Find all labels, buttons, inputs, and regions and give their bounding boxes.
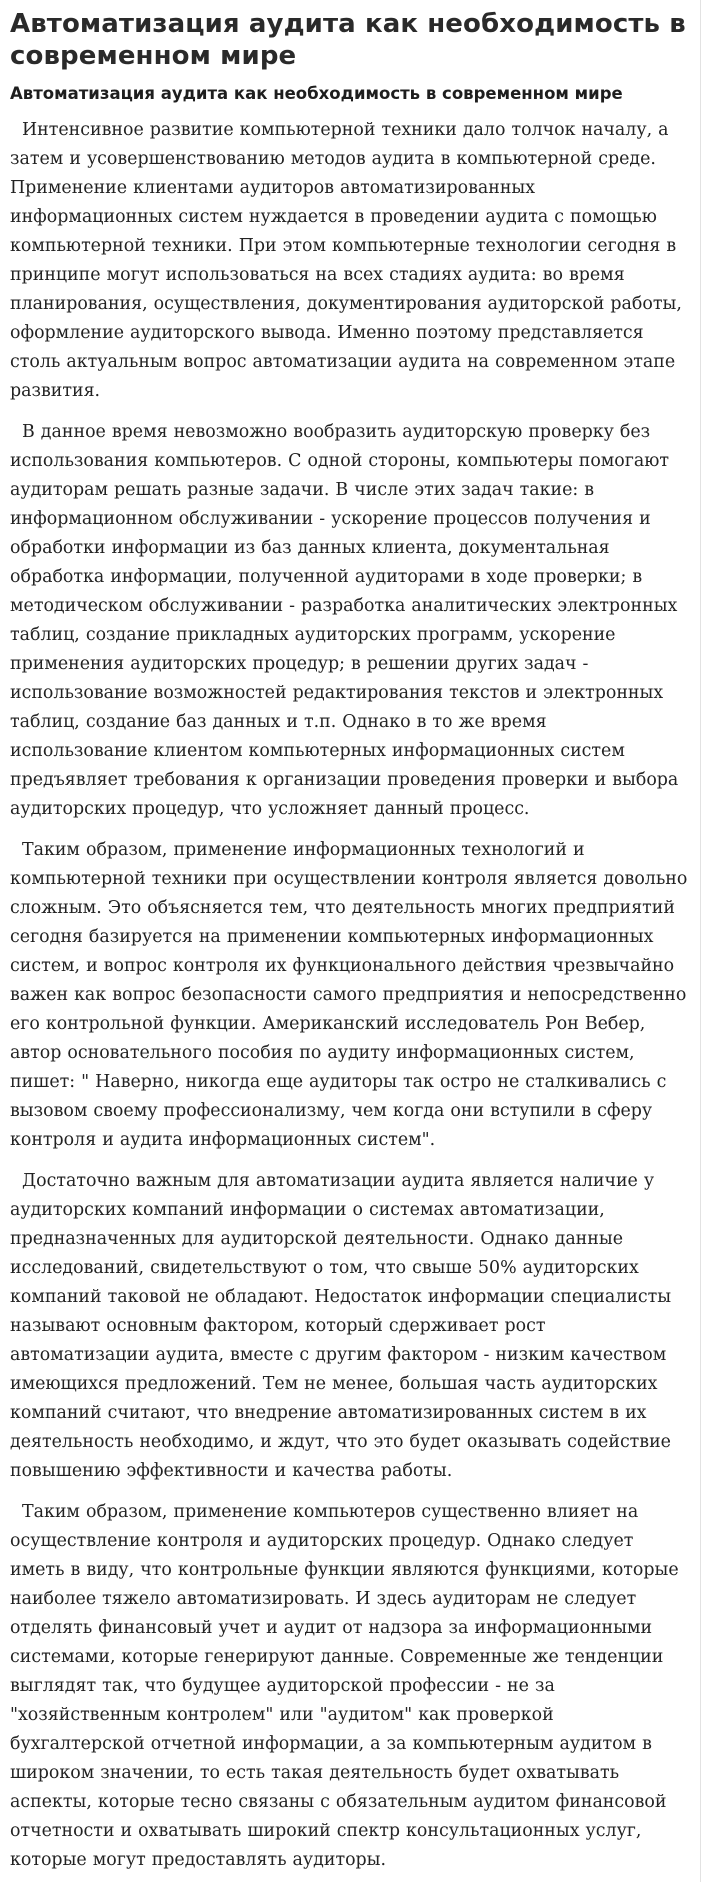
paragraph-5: Таким образом, применение компьютеров существенно влияет на осуществление контроля и аудиторских процедур. Однако следует иметь в виду, что контрольные функции являются функциями, которые наиболее тяжело автоматизировать. И здесь аудиторам не следует отделять финансовый учет и аудит от надзора за информационными системами, которые генерируют данные. Современные же тенденции выглядят так, что будущее аудиторской профессии - не за "хозяйственным контролем" или "аудитом" как проверкой бухгалтерской отчетной информации, а за компьютерным аудитом в широком значении, то есть такая деятельность будет охватывать аспекты, которые тесно связаны с обязательным аудитом финансовой отчетности и охватывать широкий спектр консультационных услуг, которые могут предоставлять аудиторы. — [10, 1502, 679, 1870]
paragraph-3: Таким образом, применение информационных технологий и компьютерной техники при осуществлении контроля является довольно сложным. Это объясняется тем, что деятельность многих предприятий сегодня базируется на применении компьютерных информационных систем, и вопрос контроля их функционального действия чрезвычайно важен как вопрос безопасности самого предприятия и непосредственно его контрольной функции. Американский исследователь Рон Вебер, автор основательного пособия по аудиту информационных систем, пишет: " Наверно, никогда еще аудиторы так остро не сталкивались с вызовом своему профессионализму, чем когда они вступили в сферу контроля и аудита информационных систем". — [10, 840, 688, 1150]
paragraph-2: В данное время невозможно вообразить аудиторскую проверку без использования компьютеров. С одной стороны, компьютеры помогают аудиторам решать разные задачи. В числе этих задач такие: в информационном обслуживании - ускорение процессов получения и обработки информации из баз данных клиента, документальная обработка информации, полученной аудиторами в ходе проверки; в методическом обслуживании - разработка аналитических электронных таблиц, создание прикладных аудиторских программ, ускорение применения аудиторских процедур; в решении других задач - использование возможностей редактирования текстов и электронных таблиц, создание баз данных и т.п. Однако в то же время использование клиентом компьютерных информационных систем предъявляет требования к организации проведения проверки и выбора аудиторских процедур, что усложняет данный процесс. — [10, 422, 679, 819]
article-title: Автоматизация аудита как необходимость в современном мире — [10, 9, 686, 71]
article-subtitle: Автоматизация аудита как необходимость в современном мире — [10, 84, 623, 103]
paragraph-4: Достаточно важным для автоматизации аудита является наличие у аудиторских компаний информации о системах автоматизации, предназначенных для аудиторской деятельности. Однако данные исследований, свидетельствуют о том, что свыше 50% аудиторских компаний таковой не обладают. Недостаток информации специалисты называют основным фактором, который сдерживает рост автоматизации аудита, вместе с другим фактором - низким качеством имеющихся предложений. Тем не менее, большая часть аудиторских компаний считают, что внедрение автоматизированных систем в их деятельность необходимо, и ждут, что это будет оказывать содействие повышению эффективности и качества работы. — [10, 1171, 672, 1481]
article-body — [10, 116, 688, 1875]
paragraph-1: Интенсивное развитие компьютерной техники дало толчок началу, а затем и усовершенствованию методов аудита в компьютерной среде. Применение клиентами аудиторов автоматизированных информационных систем нуждается в проведении аудита с помощью компьютерной техники. При этом компьютерные технологии сегодня в принципе могут использоваться на всех стадиях аудита: во время планирования, осуществления, документирования аудиторской работы, оформление аудиторского вывода. Именно поэтому представляется столь актуальным вопрос автоматизации аудита на современном этапе развития. — [10, 120, 682, 401]
